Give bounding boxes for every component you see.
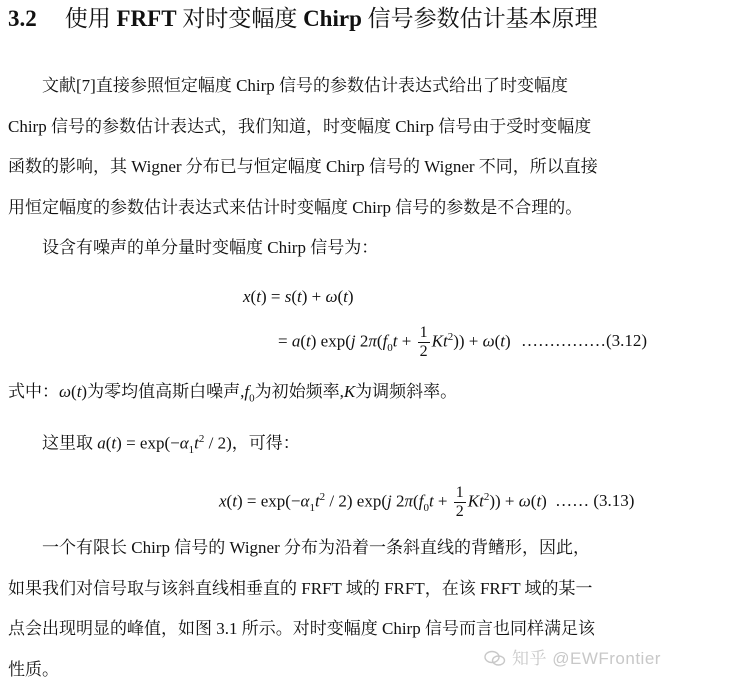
p1-line-4: 用恒定幅度的参数估计表达式来估计时变幅度 Chirp 信号的参数是不合理的。 [8, 188, 724, 229]
watermark-text: 知乎 @EWFrontier [512, 649, 661, 668]
where-mid-3: 为调频斜率。 [355, 382, 457, 401]
equation-3-13: $x(t) = \exp(-\alpha_1t^2 / 2)$ exp(j $2\pi(f_0t$ + $\frac{1}{2}$ $Kt^2)) + \omega(t)$ …… (3.13) [219, 484, 634, 521]
equation-3-12-label: ……………(3.12) [521, 331, 647, 350]
p1-line-2: Chirp 信号的参数估计表达式，我们知道，时变幅度 Chirp 信号由于受时变幅度 [8, 107, 724, 148]
fraction-half: $\frac{1}{2}$ [418, 324, 430, 361]
equation-3-12-line-2: = a(t) exp(j $2\pi(f_0t$ + $\frac{1}{2}$ $Kt^2)) + \omega(t)$ ……………(3.12) [278, 324, 647, 361]
zhihu-watermark [484, 644, 661, 669]
title-prefix: 使用 [65, 6, 111, 31]
equation-3-12-line-1: x(t) = s(t) + ω(t) [243, 285, 354, 309]
p3-line-3: 点会出现明显的峰值，如图 3.1 所示。对时变幅度 Chirp 信号而言也同样满足该 [8, 609, 724, 650]
p3-line-4: 性质。 [8, 650, 724, 690]
section-heading [8, 4, 598, 34]
where-mid-2: 为初始频率, [255, 382, 344, 401]
equation-3-13-label: …… (3.13) [555, 491, 634, 510]
section-number: 3.2 [8, 6, 37, 31]
p1-line-1: 文献[7]直接参照恒定幅度 Chirp 信号的参数估计表达式给出了时变幅度 [8, 66, 724, 107]
title-chirp: Chirp [303, 6, 362, 31]
p3-line-2: 如果我们对信号取与该斜直线相垂直的 FRFT 域的 FRFT，在该 FRFT 域的某一 [8, 569, 724, 610]
p3-line-1: 一个有限长 Chirp 信号的 Wigner 分布为沿着一条斜直线的背鳍形，因此， [8, 528, 724, 569]
p1-line-3: 函数的影响，其 Wigner 分布已与恒定幅度 Chirp 信号的 Wigner 不同，所以直接 [8, 147, 724, 188]
fraction-half-2: $\frac{1}{2}$ [454, 484, 466, 521]
title-suffix: 信号参数估计基本原理 [368, 6, 598, 31]
title-frft: FRFT [117, 6, 177, 31]
paragraph-2 [8, 228, 724, 269]
take-suffix: ，可得： [232, 434, 300, 453]
where-prefix: 式中： [8, 382, 59, 401]
wechat-icon [484, 650, 506, 667]
paragraph-take: 这里取 $a(t) = \exp(-\alpha_1t^2 / 2)$，可得： [8, 419, 724, 471]
p2-text: 设含有噪声的单分量时变幅度 Chirp 信号为： [8, 228, 724, 269]
take-prefix: 这里取 [42, 434, 93, 453]
paragraph-1 [8, 66, 724, 228]
where-mid-1: 为零均值高斯白噪声, [87, 382, 244, 401]
title-mid: 对时变幅度 [182, 6, 297, 31]
paragraph-where: 式中：ω(t)为零均值高斯白噪声$,f_0$为初始频率,K为调频斜率。 [8, 372, 724, 419]
